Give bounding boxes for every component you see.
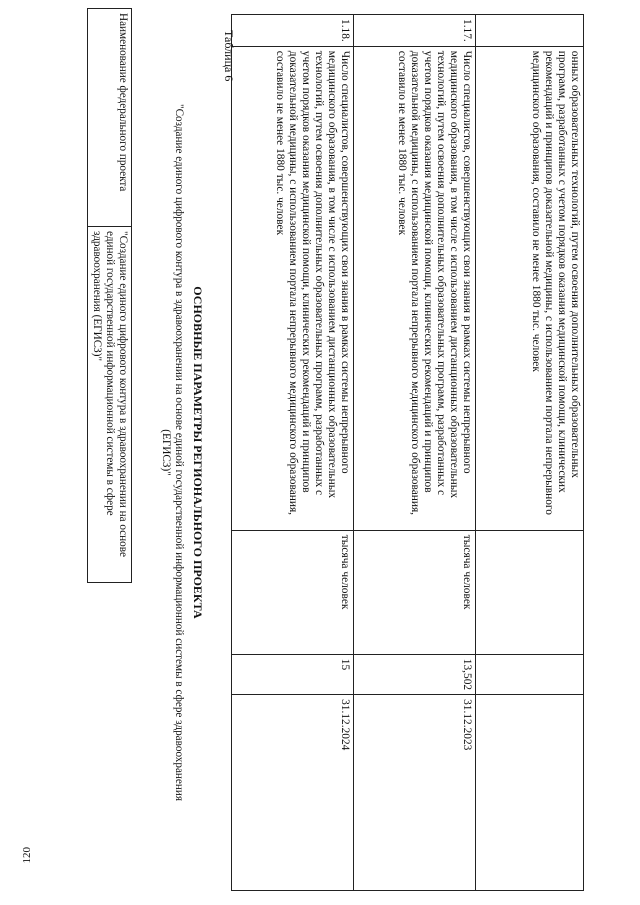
row-value: 13,502 <box>354 654 476 694</box>
section-title: ОСНОВНЫЕ ПАРАМЕТРЫ РЕГИОНАЛЬНОГО ПРОЕКТА <box>191 286 205 619</box>
row-value <box>476 654 584 694</box>
page-number: 120 <box>21 847 33 864</box>
row-number: 1.17. <box>354 15 476 47</box>
row-unit: тысяча человек <box>232 530 354 654</box>
row-value: 15 <box>232 654 354 694</box>
indicators-table <box>231 14 584 891</box>
federal-project-label: Наименование федерального проекта <box>88 9 132 227</box>
table-row <box>88 9 132 583</box>
table-row <box>476 15 584 891</box>
row-date: 31.12.2023 <box>354 695 476 891</box>
row-number: 1.18. <box>232 15 354 47</box>
federal-project-value: "Создание единого цифрового контура в здравоохранении на основе единой государственной информационной системы в сфере здравоохранения (ЕГИСЗ)" <box>88 227 132 583</box>
row-text: Число специалистов, совершенствующих свои знания в рамках системы непрерывного медицинского образования, в том числе с использованием дистанционных образовательных технологий, путем освоения дополнительных образовательных программ, разработанных с учетом порядков оказания медицинской помощи, клинических рекомендаций и принципов доказательной медицины, с использованием портала непрерывного медицинского образования, составило не менее 1880 тыс. человек <box>232 46 354 530</box>
table-row <box>232 15 354 891</box>
table-row <box>354 15 476 891</box>
row-date: 31.12.2024 <box>232 695 354 891</box>
row-text: Число специалистов, совершенствующих свои знания в рамках системы непрерывного медицинского образования, в том числе с использованием дистанционных образовательных технологий, путем освоения дополнительных образовательных программ, разработанных с учетом порядков оказания медицинской помощи, клинических рекомендаций и принципов доказательной медицины, с использованием портала непрерывного медицинского образования, составило не менее 1880 тыс. человек <box>354 46 476 530</box>
row-date <box>476 695 584 891</box>
row-unit <box>476 530 584 654</box>
table-label: Таблица 6 <box>222 30 236 82</box>
row-number <box>476 15 584 47</box>
federal-project-table <box>87 8 132 583</box>
project-subtitle: "Создание единого цифрового контура в здравоохранении на основе единой государственной информационной системы в сфере здравоохранения (ЕГИСЗ)" <box>160 104 185 801</box>
row-unit: тысяча человек <box>354 530 476 654</box>
row-text: онных образовательных технологий, путем освоения дополнительных образовательных программ, разработанных с учетом порядков оказания медицинской помощи, клинических рекомендаций и принципов доказательной медицины, с использованием портала непрерывного медицинского образования, составило не менее 1880 тыс. человек <box>476 46 584 530</box>
